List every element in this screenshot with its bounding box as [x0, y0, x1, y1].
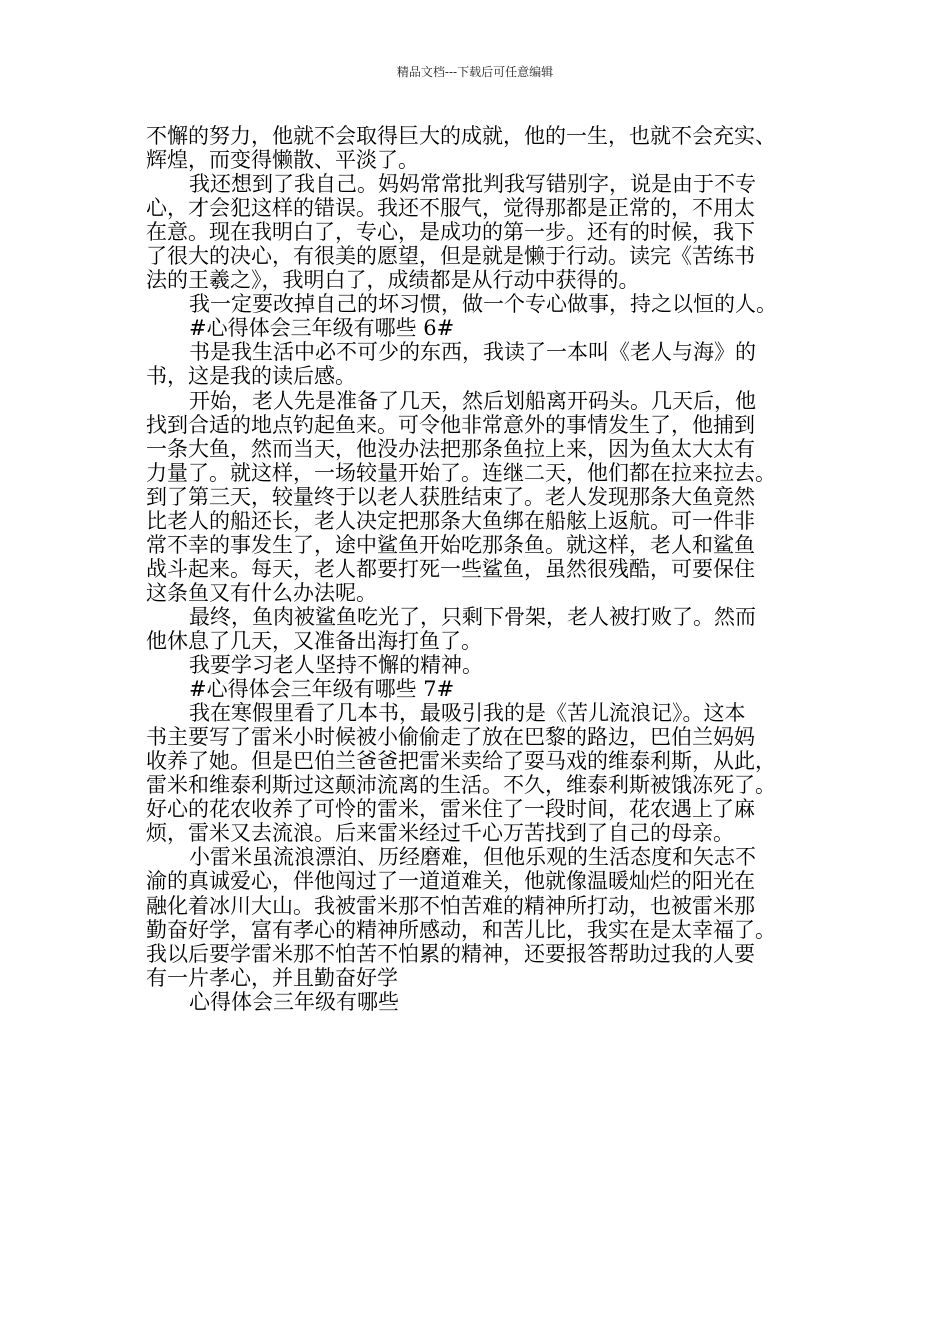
page-header: 精品文档---下载后可任意编辑 [396, 65, 554, 79]
text-line: 有一片孝心，并且勤奋好学 [146, 965, 398, 990]
text-line: 找到合适的地点钓起鱼来。可令他非常意外的事情发生了，他捕到 [146, 412, 755, 437]
text-line: 在意。现在我明白了，专心，是成功的第一步。还有的时候，我下 [146, 220, 755, 245]
text-line: 我以后要学雷米那不怕苦不怕累的精神，还要报答帮助过我的人要 [146, 941, 755, 966]
text-line: 我一定要改掉自己的坏习惯，做一个专心做事，持之以恒的人。 [189, 292, 777, 317]
text-line: 勤奋好学，富有孝心的精神所感动，和苦儿比，我实在是太幸福了。 [146, 917, 776, 942]
text-line: 开始，老人先是准备了几天，然后划船离开码头。几天后，他 [189, 388, 756, 413]
text-line: 这条鱼又有什么办法呢。 [146, 580, 377, 605]
text-line: 比老人的船还长，老人决定把那条大鱼绑在船舷上返航。可一件非 [146, 508, 755, 533]
text-line: 好心的花农收养了可怜的雷米，雷米住了一段时间，花农遇上了麻 [146, 797, 755, 822]
text-line: 书是我生活中必不可少的东西，我读了一本叫《老人与海》的 [189, 340, 756, 365]
text-line: 心得体会三年级有哪些 [189, 989, 399, 1014]
text-line: 书主要写了雷米小时候被小偷偷走了放在巴黎的路边，巴伯兰妈妈 [146, 725, 755, 750]
text-line: #心得体会三年级有哪些 6# [189, 316, 455, 341]
text-line: 我要学习老人坚持不懈的精神。 [189, 653, 483, 678]
text-line: 我还想到了我自己。妈妈常常批判我写错别字，说是由于不专 [189, 172, 756, 197]
document-body [146, 124, 820, 1014]
text-line: 烦，雷米又去流浪。后来雷米经过千心万苦找到了自己的母亲。 [146, 821, 734, 846]
text-line: #心得体会三年级有哪些 7# [189, 677, 455, 702]
text-line: 他休息了几天，又准备出海打鱼了。 [146, 628, 482, 653]
text-line: 收养了她。但是巴伯兰爸爸把雷米卖给了耍马戏的维泰利斯，从此， [146, 749, 776, 774]
text-line: 渝的真诚爱心，伴他闯过了一道道难关，他就像温暖灿烂的阳光在 [146, 869, 755, 894]
text-line: 雷米和维泰利斯过这颠沛流离的生活。不久，维泰利斯被饿冻死了。 [146, 773, 776, 798]
text-line: 力量了。就这样，一场较量开始了。连继二天，他们都在拉来拉去。 [146, 460, 776, 485]
text-line: 常不幸的事发生了，途中鲨鱼开始吃那条鱼。就这样，老人和鲨鱼 [146, 532, 755, 557]
text-line: 辉煌，而变得懒散、平淡了。 [146, 148, 419, 173]
text-line: 书，这是我的读后感。 [146, 364, 356, 389]
text-line: 了很大的决心，有很美的愿望，但是就是懒于行动。读完《苦练书 [146, 244, 755, 269]
text-line: 到了第三天，较量终于以老人获胜结束了。老人发现那条大鱼竟然 [146, 484, 755, 509]
text-line: 法的王羲之》，我明白了，成绩都是从行动中获得的。 [146, 268, 640, 293]
text-line: 我在寒假里看了几本书，最吸引我的是《苦儿流浪记》。这本 [189, 701, 746, 726]
text-line: 心，才会犯这样的错误。我还不服气，觉得那都是正常的，不用太 [146, 196, 755, 221]
text-line: 最终，鱼肉被鲨鱼吃光了，只剩下骨架，老人被打败了。然而 [189, 604, 756, 629]
text-line: 一条大鱼，然而当天，他没办法把那条鱼拉上来，因为鱼太大太有 [146, 436, 755, 461]
text-line: 小雷米虽流浪漂泊、历经磨难，但他乐观的生活态度和矢志不 [189, 845, 756, 870]
text-line: 战斗起来。每天，老人都要打死一些鲨鱼，虽然很残酷，可要保住 [146, 556, 755, 581]
text-line: 不懈的努力，他就不会取得巨大的成就，他的一生，也就不会充实、 [146, 124, 776, 148]
text-line: 融化着冰川大山。我被雷米那不怕苦难的精神所打动，也被雷米那 [146, 893, 755, 918]
